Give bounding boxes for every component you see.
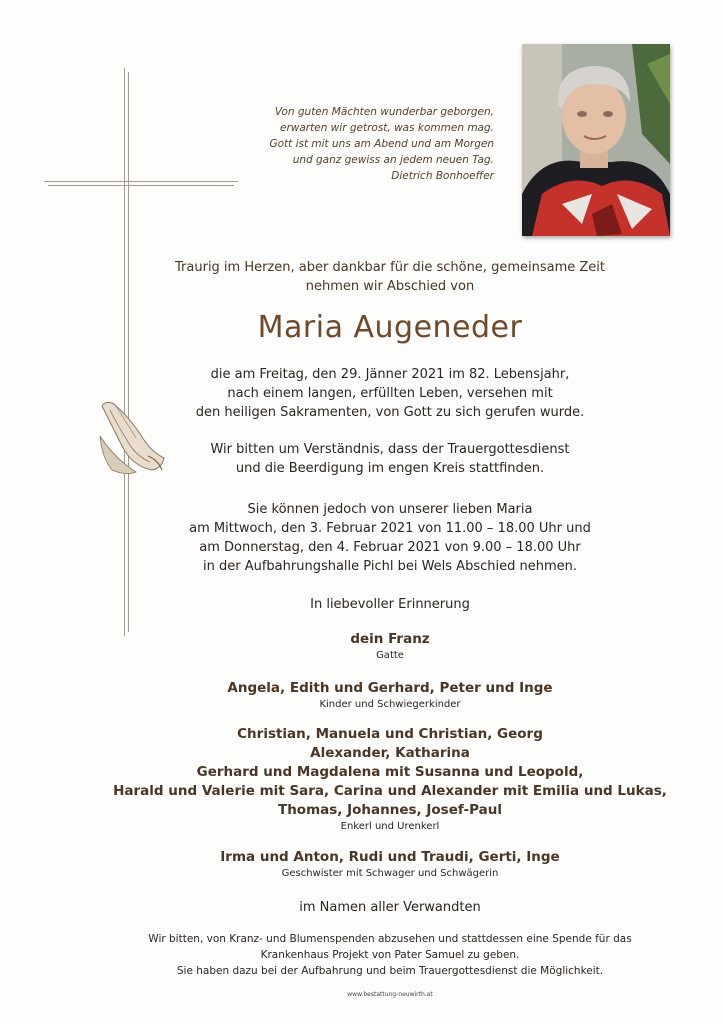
family-group-siblings xyxy=(110,848,670,881)
family-names: dein Franz xyxy=(350,631,430,647)
family-names: Irma und Anton, Rudi und Traudi, Gerti, Inge xyxy=(220,849,560,865)
website-link[interactable]: www.bestattung-neuwirth.at xyxy=(347,991,433,998)
paragraph-line: in der Aufbahrungshalle Pichl bei Wels Abschied nehmen. xyxy=(203,559,577,574)
paragraph-line: die am Freitag, den 29. Jänner 2021 im 82. Lebensjahr, xyxy=(210,367,570,382)
all-relatives-line: im Namen aller Verwandten xyxy=(299,900,481,915)
family-group-spouse xyxy=(110,630,670,663)
quote-line: Gott ist mit uns am Abend und am Morgen xyxy=(269,138,494,150)
quote-line: und ganz gewiss an jedem neuen Tag. xyxy=(292,154,494,166)
family-role: Geschwister mit Schwager und Schwägerin xyxy=(281,868,499,879)
paragraph-line: nach einem langen, erfüllten Leben, versehen mit xyxy=(227,386,553,401)
paragraph-line: Wir bitten um Verständnis, dass der Trauergottesdienst xyxy=(210,442,570,457)
quote-line: erwarten wir getrost, was kommen mag. xyxy=(280,122,494,134)
paragraph-line: am Donnerstag, den 4. Februar 2021 von 9.00 – 18.00 Uhr xyxy=(199,540,581,555)
closing-line: Sie haben dazu bei der Aufbahrung und beim Trauergottesdienst die Möglichkeit. xyxy=(176,965,604,977)
closing-line: Wir bitten, von Kranz- und Blumenspenden abzusehen und stattdessen eine Spende für das xyxy=(148,933,632,945)
family-names: Angela, Edith und Gerhard, Peter und Inge xyxy=(227,680,553,696)
closing-line: Krankenhaus Projekt von Pater Samuel zu geben. xyxy=(260,949,520,961)
paragraph-line: und die Beerdigung im engen Kreis stattfinden. xyxy=(235,461,545,476)
family-role: Enkerl und Urenkerl xyxy=(340,821,440,832)
intro-text xyxy=(110,258,670,296)
portrait-photo xyxy=(522,44,670,236)
paragraph-line: am Mittwoch, den 3. Februar 2021 von 11.00 – 18.00 Uhr und xyxy=(189,521,591,536)
family-group-children xyxy=(110,679,670,712)
remembrance-heading: In liebevoller Erinnerung xyxy=(310,597,470,612)
family-role: Kinder und Schwiegerkinder xyxy=(319,699,461,710)
family-names: Harald und Valerie mit Sara, Carina und Alexander mit Emilia und Lukas, xyxy=(113,783,667,799)
family-names: Christian, Manuela und Christian, Georg xyxy=(237,726,543,742)
funeral-info-paragraph xyxy=(110,440,670,478)
quote-block xyxy=(269,104,494,184)
viewing-info-paragraph xyxy=(110,500,670,576)
paragraph-line: den heiligen Sakramenten, von Gott zu sich gerufen wurde. xyxy=(195,405,585,420)
deceased-name: Maria Augeneder xyxy=(257,310,523,345)
family-names: Thomas, Johannes, Josef-Paul xyxy=(277,802,502,818)
donation-request xyxy=(110,931,670,979)
quote-author: Dietrich Bonhoeffer xyxy=(391,170,494,182)
family-role: Gatte xyxy=(376,650,404,661)
paragraph-line: Sie können jedoch von unserer lieben Maria xyxy=(247,502,533,517)
family-group-grandchildren xyxy=(110,725,670,834)
intro-line: nehmen wir Abschied von xyxy=(305,279,475,294)
intro-line: Traurig im Herzen, aber dankbar für die schöne, gemeinsame Zeit xyxy=(175,260,605,275)
quote-line: Von guten Mächten wunderbar geborgen, xyxy=(274,106,494,118)
family-names: Alexander, Katharina xyxy=(310,745,470,761)
death-notice-paragraph xyxy=(110,365,670,422)
family-names: Gerhard und Magdalena mit Susanna und Leopold, xyxy=(196,764,584,780)
